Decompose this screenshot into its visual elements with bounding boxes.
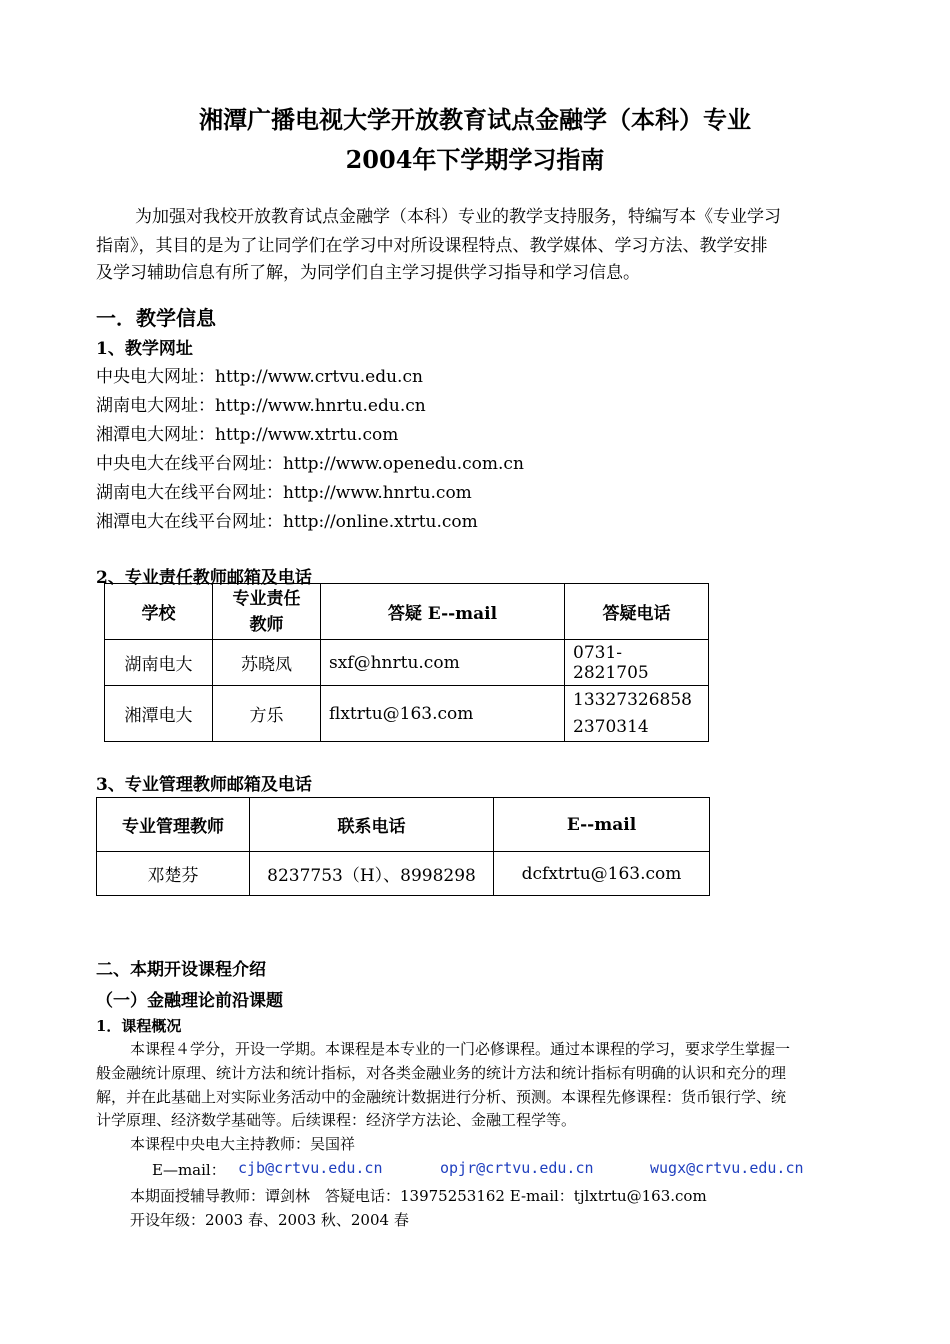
overview-heading: 1．课程概况 [96,1017,182,1035]
cell-phone: 13327326858 2370314 [565,686,709,742]
cell-phone: 0731- 2821705 [565,640,709,686]
header-teacher: 专业责任 教师 [213,584,321,640]
intro-line-1: 为加强对我校开放教育试点金融学（本科）专业的教学支持服务，特编写本《专业学习 [135,207,781,227]
cell-contact-phone: 8237753（H）、8998298 [250,852,494,896]
overview-line-4: 计学原理、经济数学基础等。后续课程：经济学方法论、金融工程学等。 [96,1111,577,1129]
course-heading: （一）金融理论前沿课题 [96,991,283,1011]
header-contact-phone: 联系电话 [250,798,494,852]
host-teacher: 本课程中央电大主持教师：吴国祥 [130,1135,356,1153]
cell-admin-teacher: 邓楚芬 [97,852,250,896]
table-header-row [105,584,709,640]
page-title-line1: 湘潭广播电视大学开放教育试点金融学（本科）专业 [199,105,751,134]
overview-line-3: 解，并在此基础上对实际业务活动中的金融统计数据进行分析、预测。本课程先修课程：货币银行学、统 [96,1088,787,1106]
intro-line-3: 及学习辅助信息有所了解，为同学们自主学习提供学习指导和学习信息。 [96,263,640,283]
responsible-teacher-table [104,583,709,742]
tutor-line: 本期面授辅导教师：谭剑林 答疑电话：13975253162 E-mail：tjlxtrtu@163.com [130,1187,707,1205]
url-crtvu: 中央电大网址：http://www.crtvu.edu.cn [96,367,423,387]
url-hnrtu: 湖南电大网址：http://www.hnrtu.edu.cn [96,396,426,416]
cell-teacher: 方乐 [213,686,321,742]
intro-line-2: 指南》，其目的是为了让同学们在学习中对所设课程特点、教学媒体、学习方法、教学安排 [96,236,768,256]
overview-line-2: 般金融统计原理、统计方法和统计指标，对各类金融业务的统计方法和统计指标有明确的认识和充分的理 [96,1064,787,1082]
cell-email: flxtrtu@163.com [321,686,565,742]
admin-teacher-heading: 3、专业管理教师邮箱及电话 [96,775,312,795]
websites-heading: 1、教学网址 [96,339,193,359]
responsible-teacher-heading: 2、专业责任教师邮箱及电话 [96,568,312,588]
section2-heading: 二、本期开设课程介绍 [96,960,266,980]
header-admin-email: E--mail [494,798,710,852]
email-link-wugx[interactable]: wugx@crtvu.edu.cn [650,1159,804,1177]
table-header-row [97,798,710,852]
email-link-cjb[interactable]: cjb@crtvu.edu.cn [238,1159,383,1177]
table-row [97,852,710,896]
email-link-opjr[interactable]: opjr@crtvu.edu.cn [440,1159,594,1177]
header-admin-teacher: 专业管理教师 [97,798,250,852]
header-phone: 答疑电话 [565,584,709,640]
cell-school: 湖南电大 [105,640,213,686]
page-title-line2: 2004年下学期学习指南 [345,145,605,174]
overview-line-1: 本课程４学分，开设一学期。本课程是本专业的一门必修课程。通过本课程的学习，要求学生掌握一 [130,1040,791,1058]
header-email: 答疑 E--mail [321,584,565,640]
table-row [105,686,709,742]
url-hnrtu-online: 湖南电大在线平台网址：http://www.hnrtu.com [96,483,472,503]
table-row [105,640,709,686]
url-xtrtu: 湘潭电大网址：http://www.xtrtu.com [96,425,399,445]
cell-school: 湘潭电大 [105,686,213,742]
url-xtrtu-online: 湘潭电大在线平台网址：http://online.xtrtu.com [96,512,478,532]
email-label: E—mail： [152,1161,226,1179]
url-openedu: 中央电大在线平台网址：http://www.openedu.com.cn [96,454,524,474]
cell-teacher: 苏晓凤 [213,640,321,686]
cell-email: sxf@hnrtu.com [321,640,565,686]
admin-teacher-table [96,797,710,896]
cell-admin-email: dcfxtrtu@163.com [494,852,710,896]
grades-line: 开设年级：2003 春、2003 秋、2004 春 [130,1211,409,1229]
header-school: 学校 [105,584,213,640]
section1-heading: 一．教学信息 [96,306,216,330]
